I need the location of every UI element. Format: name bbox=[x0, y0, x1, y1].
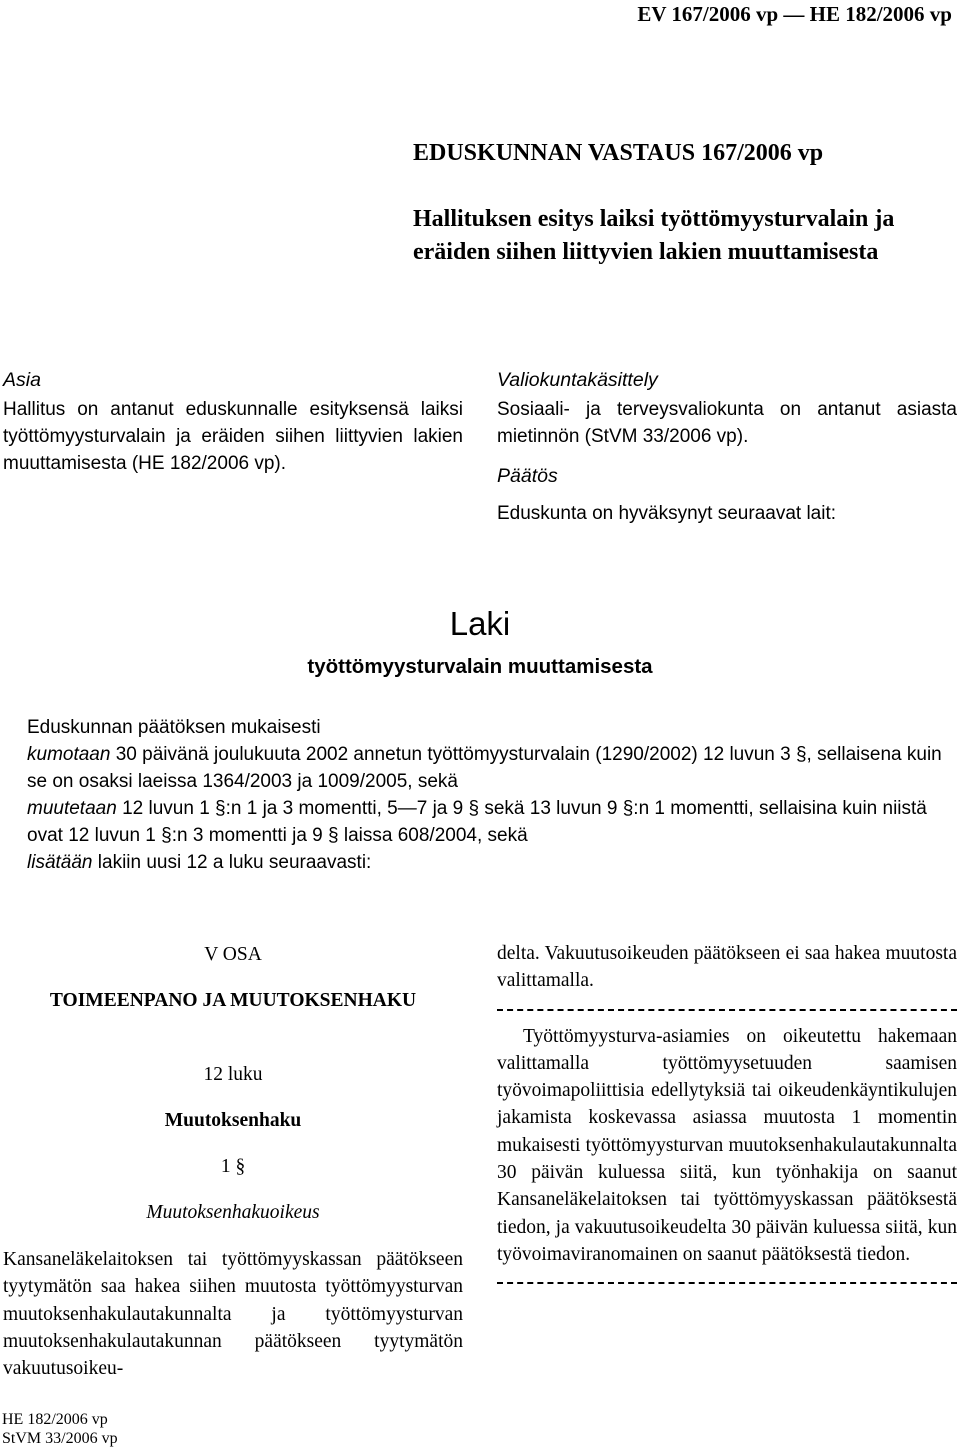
law-section-right-column bbox=[497, 940, 957, 1296]
law-introduction bbox=[27, 714, 957, 876]
chapter-title: Muutoksenhaku bbox=[164, 1110, 302, 1131]
document-reference-header: EV 167/2006 vp — HE 182/2006 vp bbox=[637, 2, 952, 26]
footer-references bbox=[2, 1410, 118, 1448]
document-subtitle: Hallituksen esitys laiksi työttömyysturvalain ja eräiden siihen liittyvien lakien muuttamisesta bbox=[413, 206, 895, 265]
paragraph-title: Muutoksenhakuoikeus bbox=[146, 1202, 320, 1223]
lisataan-keyword: lisätään bbox=[27, 852, 93, 873]
muutetaan-keyword: muutetaan bbox=[27, 798, 117, 819]
part-title: TOIMEENPANO JA MUUTOKSENHAKU bbox=[49, 990, 417, 1011]
asiamies-paragraph: Työttömyysturva-asiamies on oikeutettu hakemaan valittamalla työttömyysetuuden saamisen työvoimapoliittisia edellytyksiä tai oikeudenkäyntikulujen jakamista koskevassa asiassa muutosta 1 momentin mukaisesti työttömyysturvan muutoksenhakulautakunnalta 30 päivän kuluessa siitä, kun työnhakija on saanut Kansaneläkelaitoksen tai työttömyyskassan päätöksestä tiedon, ja vakuutusoikeudelta 30 päivän kuluessa siitä, kun työvoimaviranomainen on saanut päätöksestä tiedon. bbox=[497, 1025, 957, 1265]
asia-heading: Asia bbox=[3, 369, 41, 391]
intro-line: Eduskunnan päätöksen mukaisesti bbox=[27, 717, 321, 738]
valiokunta-text: Sosiaali- ja terveysvaliokunta on antanut asiasta mietinnön (StVM 33/2006 vp). bbox=[497, 399, 957, 448]
paragraph-number: 1 § bbox=[220, 1156, 246, 1177]
intro-kumotaan bbox=[27, 741, 957, 795]
law-title: Laki bbox=[449, 605, 511, 642]
document-title: EDUSKUNNAN VASTAUS 167/2006 vp bbox=[413, 140, 824, 166]
omission-divider bbox=[497, 1009, 957, 1011]
footer-he-reference: HE 182/2006 vp bbox=[2, 1411, 108, 1428]
law-section-left-column bbox=[3, 940, 463, 1382]
paatos-heading: Päätös bbox=[497, 465, 558, 488]
committee-section bbox=[497, 366, 957, 528]
continued-text: delta. Vakuutusoikeuden päätökseen ei saa hakea muutosta valittamalla. bbox=[497, 943, 957, 992]
footer-stvm-reference: StVM 33/2006 vp bbox=[2, 1430, 118, 1447]
part-number: V OSA bbox=[204, 944, 262, 965]
muutetaan-text: 12 luvun 1 §:n 1 ja 3 momentti, 5—7 ja 9 § sekä 13 luvun 9 §:n 1 momentti, sellaisina kuin niistä ovat 12 luvun 1 §:n 3 momentti ja 9 § laissa 608/2004, sekä bbox=[27, 798, 927, 846]
paatos-text: Eduskunta on hyväksynyt seuraavat lait: bbox=[497, 503, 837, 525]
lisataan-text: lakiin uusi 12 a luku seuraavasti: bbox=[92, 852, 372, 873]
kumotaan-text: 30 päivänä joulukuuta 2002 annetun työttömyysturvalain (1290/2002) 12 luvun 3 §, sellaisena kuin se on osaksi laeissa 1364/2003 ja 1009/2005, sekä bbox=[27, 744, 942, 792]
kumotaan-keyword: kumotaan bbox=[27, 744, 111, 765]
omission-divider bbox=[497, 1282, 957, 1284]
asia-section bbox=[3, 366, 463, 478]
asia-text: Hallitus on antanut eduskunnalle esityksensä laiksi työttömyysturvalain ja eräiden siihen liittyvien lakien muuttamisesta (HE 182/2006 vp). bbox=[3, 399, 463, 475]
intro-muutetaan bbox=[27, 795, 957, 849]
paragraph-text: Kansaneläkelaitoksen tai työttömyyskassan päätökseen tyytymätön saa hakea siihen muutosta työttömyysturvan muutoksenhakulautakunnalta ja työttömyysturvan muutoksenhakulautakunnan päätökseen tyytymätön vakuutusoikeu- bbox=[3, 1249, 463, 1380]
law-subtitle: työttömyysturvalain muuttamisesta bbox=[307, 655, 653, 678]
valiokunta-heading: Valiokuntakäsittely bbox=[497, 369, 658, 391]
intro-lisataan bbox=[27, 849, 957, 876]
chapter-number: 12 luku bbox=[203, 1064, 263, 1085]
